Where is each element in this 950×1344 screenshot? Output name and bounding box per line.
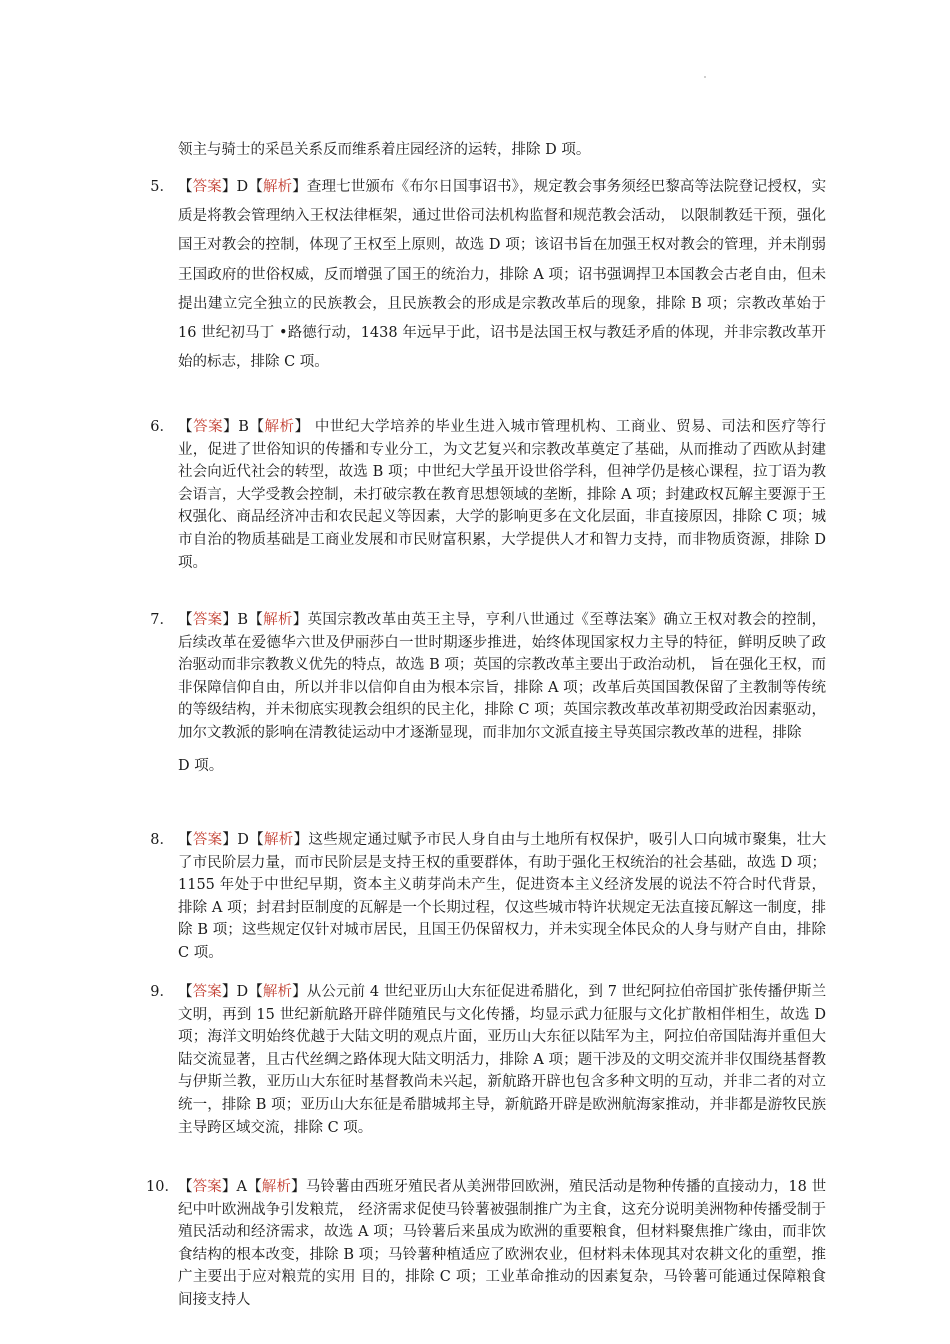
item-number: 7． bbox=[150, 612, 174, 628]
answer-item-9: 9． 【答案】D【解析】从公元前 4 世纪亚历山大东征促进希腊化，到 7 世纪阿拉伯帝国扩张传播伊斯兰文明，再到 15 世纪新航路开辟伴随殖民与文化传播，均显示武力征服与文化扩散相伴相生，故选 D 项；海洋文明始终优越于大陆文明的观点片面，亚历山大东征以陆军为主，阿拉伯帝国陆海并重但大陆交流显著，且古代丝绸之路体现大陆文明活力，排除 A 项；题干涉及的文明交流并非仅围绕基督教与伊斯兰教，亚历山大东征时基督教尚未兴起，新航路开辟也包含多种文明的互动，并非二者的对立统一，排除 B 项；亚历山大东征是希腊城邦主导，新航路开辟是欧洲航海家推动，并非都是游牧民族主导跨区域交流，排除 C 项。 bbox=[146, 981, 826, 1139]
answer-item-10: 10． 【答案】A【解析】马铃薯由西班牙殖民者从美洲带回欧洲，殖民活动是物种传播的直接动力，18 世纪中叶欧洲战争引发粮荒， 经济需求促使马铃薯被强制推广为主食，这充分说明美洲物种传播受制于殖民活动和经济需求，故选 A 项；马铃薯后来虽成为欧洲的重要粮食，但材料聚焦推广缘由，而非饮食结构的根本改变，排除 B 项；马铃薯种植适应了欧洲农业，但材料未体现其对农耕文化的重塑，推广主要出于应对粮荒的实用 目的，排除 C 项；工业革命推动的因素复杂，马铃薯可能通过保障粮食间接支持人 bbox=[146, 1176, 826, 1312]
analysis-tag: 解析 bbox=[262, 179, 293, 195]
analysis-tag: 解析 bbox=[264, 419, 295, 435]
analysis-text: 这些规定通过赋予市民人身自由与土地所有权保护，吸引人口向城市聚集，壮大了市民阶层力量，而市民阶层是支持王权的重要群体，有助于强化王权统治的社会基础，故选 D 项；1155 年处于中世纪早期，资本主义萌芽尚未产生，促进资本主义经济发展的说法不符合时代背景，排除 A 项；封君封臣制度的瓦解是一个长期过程，仅这些城市特许状规定无法直接瓦解这一制度，排除 B 项；这些规定仅针对城市居民，且国王仍保留权力，并未实现全体民众的人身与财产自由，排除 C 项。 bbox=[178, 832, 827, 961]
answer-letter: B bbox=[238, 419, 249, 435]
answer-letter: A bbox=[236, 1179, 248, 1195]
item-number: 8． bbox=[150, 832, 174, 848]
analysis-text: 查理七世颁布《布尔日国事诏书》，规定教会事务须经巴黎高等法院登记授权，实质是将教会管理纳入王权法律框架，通过世俗司法机构监督和规范教会活动， 以限制教廷干预，强化国王对教会的控制，体现了王权至上原则，故选 D 项；该诏书旨在加强王权对教会的管理，并未削弱王国政府的世俗权威，反而增强了国王的统治力，排除 A 项；诏书强调捍卫本国教会古老自由，但未提出建立完全独立的民族教会，且民族教会的形成是宗教改革后的现象，排除 B 项；宗教改革始于 16 世纪初马丁 •路德行动，1438 年远早于此，诏书是法国王权与教廷矛盾的体现，并非宗教改革开始的标志，排除 C 项。 bbox=[178, 179, 827, 371]
answer-tag: 答案 bbox=[192, 832, 223, 848]
analysis-text: 英国宗教改革由英王主导，亨利八世通过《至尊法案》确立王权对教会的控制，后续改革在爱德华六世及伊丽莎白一世时期逐步推进，始终体现国家权力主导的特征，鲜明反映了政治驱动而非宗教教义优先的特点，故选 B 项；英国的宗教改革主要出于政治动机， 旨在强化王权，而非保障信仰自由，所以并非以信仰自由为根本宗旨，排除 A 项；改革后英国国教保留了主教制等传统的等级结构，并未彻底实现教会组织的民主化，排除 C 项；英国宗教改革改革初期受政治因素驱动，加尔文教派的影响在清教徒运动中才逐渐显现，而非加尔文派直接主导英国宗教改革的进程，排除 bbox=[178, 612, 827, 741]
answer-item-7: 7． 【答案】B【解析】英国宗教改革由英王主导，亨利八世通过《至尊法案》确立王权对教会的控制，后续改革在爱德华六世及伊丽莎白一世时期逐步推进，始终体现国家权力主导的特征，鲜明反映了政治驱动而非宗教教义优先的特点，故选 B 项；英国的宗教改革主要出于政治动机， 旨在强化王权，而非保障信仰自由，所以并非以信仰自由为根本宗旨，排除 A 项；改革后英国国教保留了主教制等传统的等级结构，并未彻底实现教会组织的民主化，排除 C 项；英国宗教改革改革初期受政治因素驱动，加尔文教派的影响在清教徒运动中才逐渐显现，而非加尔文派直接主导英国宗教改革的进程，排除 D 项。 bbox=[146, 609, 826, 777]
analysis-trail: D 项。 bbox=[178, 757, 224, 774]
answer-letter: D bbox=[236, 984, 249, 1000]
analysis-text: 从公元前 4 世纪亚历山大东征促进希腊化，到 7 世纪阿拉伯帝国扩张传播伊斯兰文明，再到 15 世纪新航路开辟伴随殖民与文化传播，均显示武力征服与文化扩散相伴相生，故选 D 项；海洋文明始终优越于大陆文明的观点片面，亚历山大东征以陆军为主，阿拉伯帝国陆海并重但大陆交流显著，且古代丝绸之路体现大陆文明活力，排除 A 项；题干涉及的文明交流并非仅围绕基督教与伊斯兰教，亚历山大东征时基督教尚未兴起，新航路开辟也包含多种文明的互动，并非二者的对立统一，排除 B 项；亚历山大东征是希腊城邦主导，新航路开辟是欧洲航海家推动，并非都是游牧民族主导跨区域交流，排除 C 项。 bbox=[178, 984, 827, 1136]
analysis-text: 中世纪大学培养的毕业生进入城市管理机构、工商业、贸易、司法和医疗等行业，促进了世俗知识的传播和专业分工，为文艺复兴和宗教改革奠定了基础，从而推动了西欧从封建社会向近代社会的转型，故选 B 项；中世纪大学虽开设世俗学科，但神学仍是核心课程，拉丁语为教会语言，大学受教会控制，未打破宗教在教育思想领域的垄断，排除 A 项；封建政权瓦解主要源于王权强化、商品经济冲击和农民起义等因素，大学的影响更多在文化层面，非直接原因，排除 C 项；城市自治的物质基础是工商业发展和市民财富积累，大学提供人才和智力支持，而非物质资源，排除 D 项。 bbox=[178, 419, 827, 571]
continuation-text: 领主与骑士的采邑关系反而维系着庄园经济的运转，排除 D 项。 bbox=[178, 142, 591, 158]
item-number: 5． bbox=[150, 179, 174, 195]
analysis-tag: 解析 bbox=[261, 1179, 292, 1195]
answer-tag: 答案 bbox=[192, 179, 222, 195]
answer-letter: D bbox=[236, 179, 249, 195]
scan-speck bbox=[704, 76, 706, 78]
answer-item-8: 8． 【答案】D【解析】这些规定通过赋予市民人身自由与土地所有权保护，吸引人口向城市聚集，壮大了市民阶层力量，而市民阶层是支持王权的重要群体，有助于强化王权统治的社会基础，故选 D 项；1155 年处于中世纪早期，资本主义萌芽尚未产生，促进资本主义经济发展的说法不符合时代背景，排除 A 项；封君封臣制度的瓦解是一个长期过程，仅这些城市特许状规定无法直接瓦解这一制度，排除 B 项；这些规定仅针对城市居民，且国王仍保留权力，并未实现全体民众的人身与财产自由，排除 C 项。 bbox=[146, 829, 826, 965]
item-number: 6． bbox=[150, 419, 174, 435]
answer-tag: 答案 bbox=[192, 1179, 222, 1195]
analysis-tag: 解析 bbox=[262, 984, 293, 1000]
answer-item-6: 6． 【答案】B【解析】 中世纪大学培养的毕业生进入城市管理机构、工商业、贸易、司法和医疗等行业，促进了世俗知识的传播和专业分工，为文艺复兴和宗教改革奠定了基础，从而推动了西欧从封建社会向近代社会的转型，故选 B 项；中世纪大学虽开设世俗学科，但神学仍是核心课程，拉丁语为教会语言，大学受教会控制，未打破宗教在教育思想领域的垄断，排除 A 项；封建政权瓦解主要源于王权强化、商品经济冲击和农民起义等因素，大学的影响更多在文化层面，非直接原因，排除 C 项；城市自治的物质基础是工商业发展和市民财富积累，大学提供人才和智力支持，而非物质资源，排除 D 项。 bbox=[146, 416, 826, 574]
analysis-tag: 解析 bbox=[263, 612, 293, 628]
answer-tag: 答案 bbox=[192, 984, 222, 1000]
answer-tag: 答案 bbox=[193, 419, 224, 435]
analysis-text: 马铃薯由西班牙殖民者从美洲带回欧洲，殖民活动是物种传播的直接动力，18 世纪中叶欧洲战争引发粮荒， 经济需求促使马铃薯被强制推广为主食，这充分说明美洲物种传播受制于殖民活动和经济需求，故选 A 项；马铃薯后来虽成为欧洲的重要粮食，但材料聚焦推广缘由，而非饮食结构的根本改变，排除 B 项；马铃薯种植适应了欧洲农业，但材料未体现其对农耕文化的重塑，推广主要出于应对粮荒的实用 目的，排除 C 项；工业革命推动的因素复杂，马铃薯可能通过保障粮食间接支持人 bbox=[178, 1179, 827, 1308]
item-number: 9． bbox=[150, 984, 174, 1000]
answer-tag: 答案 bbox=[192, 612, 223, 628]
analysis-tag: 解析 bbox=[263, 832, 294, 848]
item-number: 10． bbox=[146, 1179, 179, 1195]
answer-letter: B bbox=[237, 612, 248, 628]
answer-item-5: 5． 【答案】D【解析】查理七世颁布《布尔日国事诏书》，规定教会事务须经巴黎高等法院登记授权，实质是将教会管理纳入王权法律框架，通过世俗司法机构监督和规范教会活动， 以限制教廷干预，强化国王对教会的控制，体现了王权至上原则，故选 D 项；该诏书旨在加强王权对教会的管理，并未削弱王国政府的世俗权威，反而增强了国王的统治力，排除 A 项；诏书强调捍卫本国教会古老自由，但未提出建立完全独立的民族教会，且民族教会的形成是宗教改革后的现象，排除 B 项；宗教改革始于 16 世纪初马丁 •路德行动，1438 年远早于此，诏书是法国王权与教廷矛盾的体现，并非宗教改革开始的标志，排除 C 项。 bbox=[146, 173, 826, 377]
answer-letter: D bbox=[237, 832, 249, 848]
